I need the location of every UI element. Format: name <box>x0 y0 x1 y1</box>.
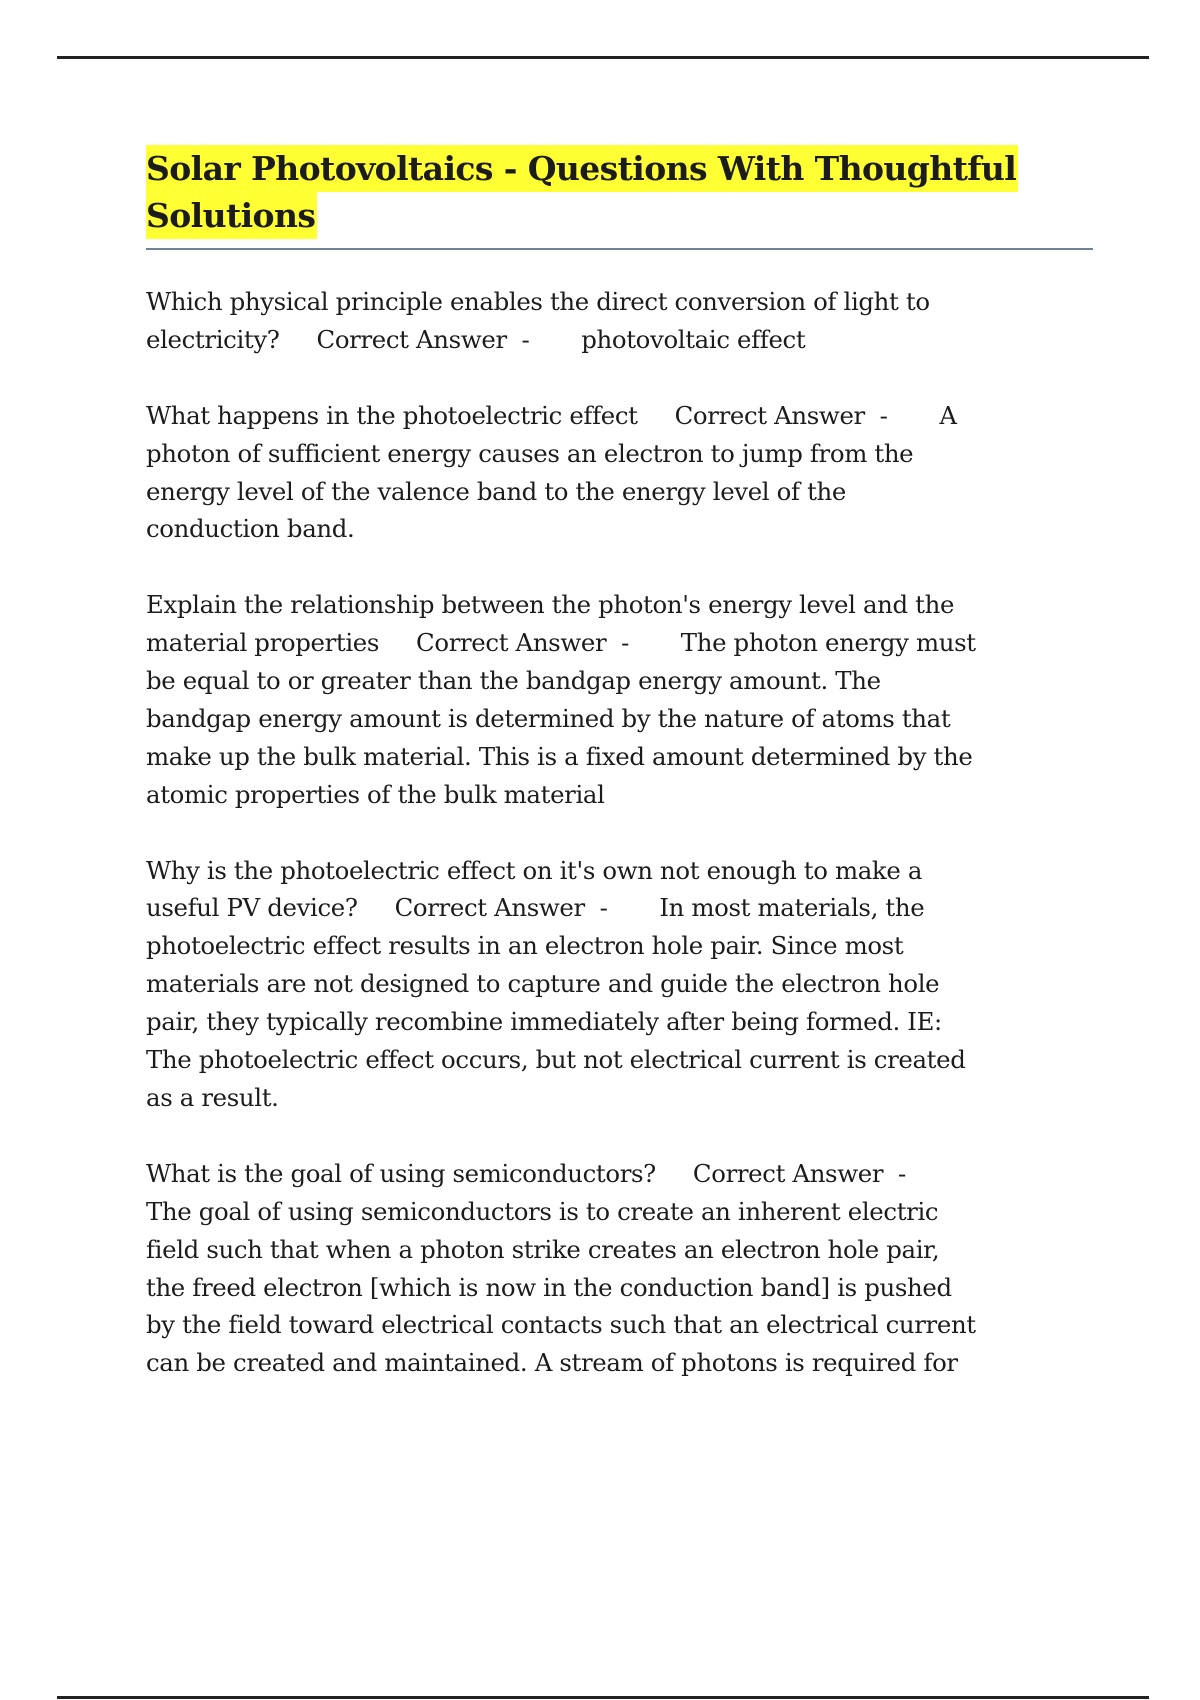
qa-line: What is the goal of using semiconductors? Correct Answer - <box>146 1158 906 1188</box>
qa-line: What happens in the photoelectric effect Correct Answer - A <box>146 400 957 430</box>
qa-item <box>146 1155 1106 1382</box>
qa-line: photon of sufficient energy causes an electron to jump from the <box>146 438 914 468</box>
qa-item <box>146 586 1106 813</box>
qa-line: the freed electron [which is now in the conduction band] is pushed <box>146 1272 952 1302</box>
qa-line: photoelectric effect results in an electron hole pair. Since most <box>146 931 904 961</box>
qa-line: The goal of using semiconductors is to create an inherent electric <box>146 1196 939 1226</box>
qa-line: material properties Correct Answer - The photon energy must <box>146 628 976 658</box>
title-divider <box>146 248 1093 250</box>
title-line: Solutions <box>146 192 317 239</box>
qa-line: The photoelectric effect occurs, but not electrical current is created <box>146 1045 966 1075</box>
qa-item <box>146 283 1106 359</box>
qa-line: pair, they typically recombine immediately after being formed. IE: <box>146 1007 942 1037</box>
qa-line: conduction band. <box>146 514 355 544</box>
qa-line: bandgap energy amount is determined by the nature of atoms that <box>146 703 951 733</box>
footer-rule <box>57 1696 1149 1699</box>
qa-line: useful PV device? Correct Answer - In most materials, the <box>146 893 925 923</box>
qa-line: materials are not designed to capture and guide the electron hole <box>146 969 940 999</box>
qa-line: by the field toward electrical contacts such that an electrical current <box>146 1310 976 1340</box>
qa-line: Why is the photoelectric effect on it's own not enough to make a <box>146 855 923 885</box>
qa-item <box>146 852 1106 1117</box>
qa-line: field such that when a photon strike creates an electron hole pair, <box>146 1234 940 1264</box>
qa-line: can be created and maintained. A stream of photons is required for <box>146 1348 958 1378</box>
title-line: Solar Photovoltaics - Questions With Thoughtful <box>146 145 1018 192</box>
qa-line: Explain the relationship between the photon's energy level and the <box>146 590 955 620</box>
document-body <box>146 283 1106 1420</box>
qa-line: Which physical principle enables the direct conversion of light to <box>146 287 930 316</box>
document-title <box>146 145 1018 239</box>
qa-line: electricity? Correct Answer - photovoltaic effect <box>146 324 806 354</box>
qa-line: as a result. <box>146 1082 279 1112</box>
qa-line: be equal to or greater than the bandgap energy amount. The <box>146 666 881 696</box>
qa-line: make up the bulk material. This is a fixed amount determined by the <box>146 741 973 771</box>
qa-line: energy level of the valence band to the energy level of the <box>146 476 846 506</box>
header-rule <box>57 56 1149 59</box>
qa-line: atomic properties of the bulk material <box>146 779 605 809</box>
qa-item <box>146 397 1106 549</box>
